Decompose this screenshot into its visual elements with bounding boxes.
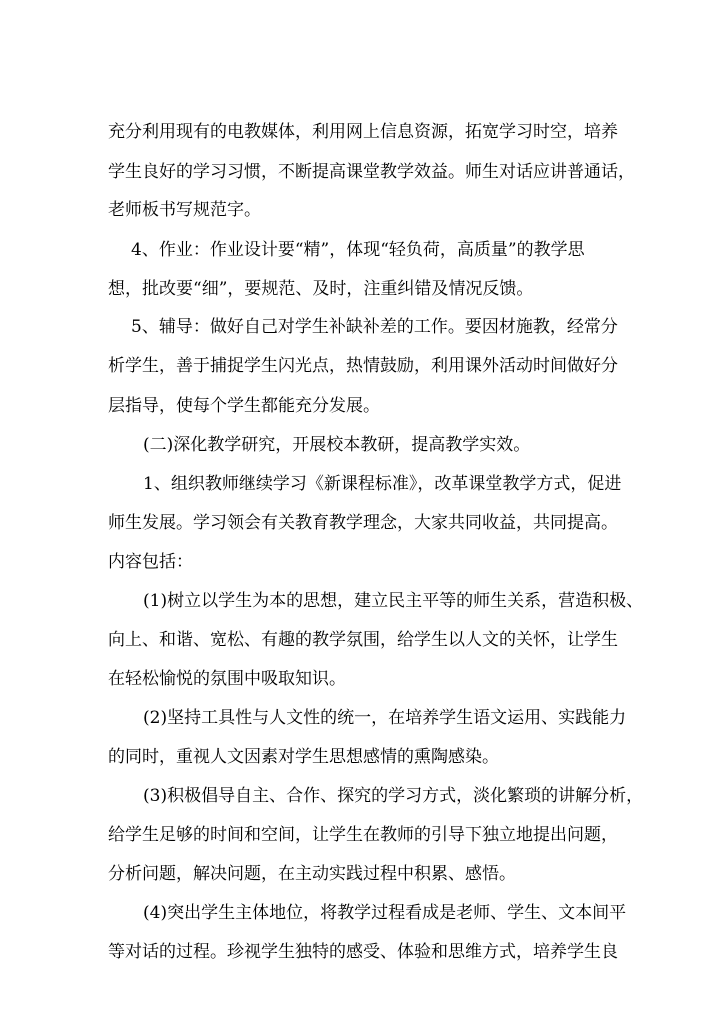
document-page: 充分利用现有的电教媒体，利用网上信息资源，拓宽学习时空，培养 学生良好的学习习惯，不断提高课堂教学效益。师生对话应讲普通话， 老师板书写规范字。 4、作业：作业设计要“精”，体现“轻负荷，高质量”的教学思 想，批改要“细”，要规范、及时，注重纠错及情况反馈。 5、辅导：做好自己对学生补缺补差的工作。要因材施教，经常分 析学生，善于捕捉学生闪光点，热情鼓励，利用课外活动时间做好分 层指导，使每个学生都能充分发展。 (二)深化教学研究，开展校本教研，提高教学实效。 1、组织教师继续学习《新课程标准》，改革课堂教学方式，促进 师生发展。学习领会有关教育教学理念，大家共同收益，共同提高。 内容包括： (1)树立以学生为本的思想，建立民主平等的师生关系，营造积极、 向上、和谐、宽松、有趣的教学氛围，给学生以人文的关怀，让学生 在轻松愉悦的氛围中吸取知识。 (2)坚持工具性与人文性的统一，在培养学生语文运用、实践能力 的同时，重视人文因素对学生思想感情的熏陶感染。 (3)积极倡导自主、合作、探究的学习方式，淡化繁琐的讲解分析， 给学生足够的时间和空间，让学生在教师的引导下独立地提出问题， 分析问题，解决问题，在主动实践过程中积累、感悟。 (4)突出学生主体地位，将教学过程看成是老师、学生、文本间平 等对话的过程。珍视学生独特的感受、体验和思维方式，培养学生良 [0,0,720,1017]
